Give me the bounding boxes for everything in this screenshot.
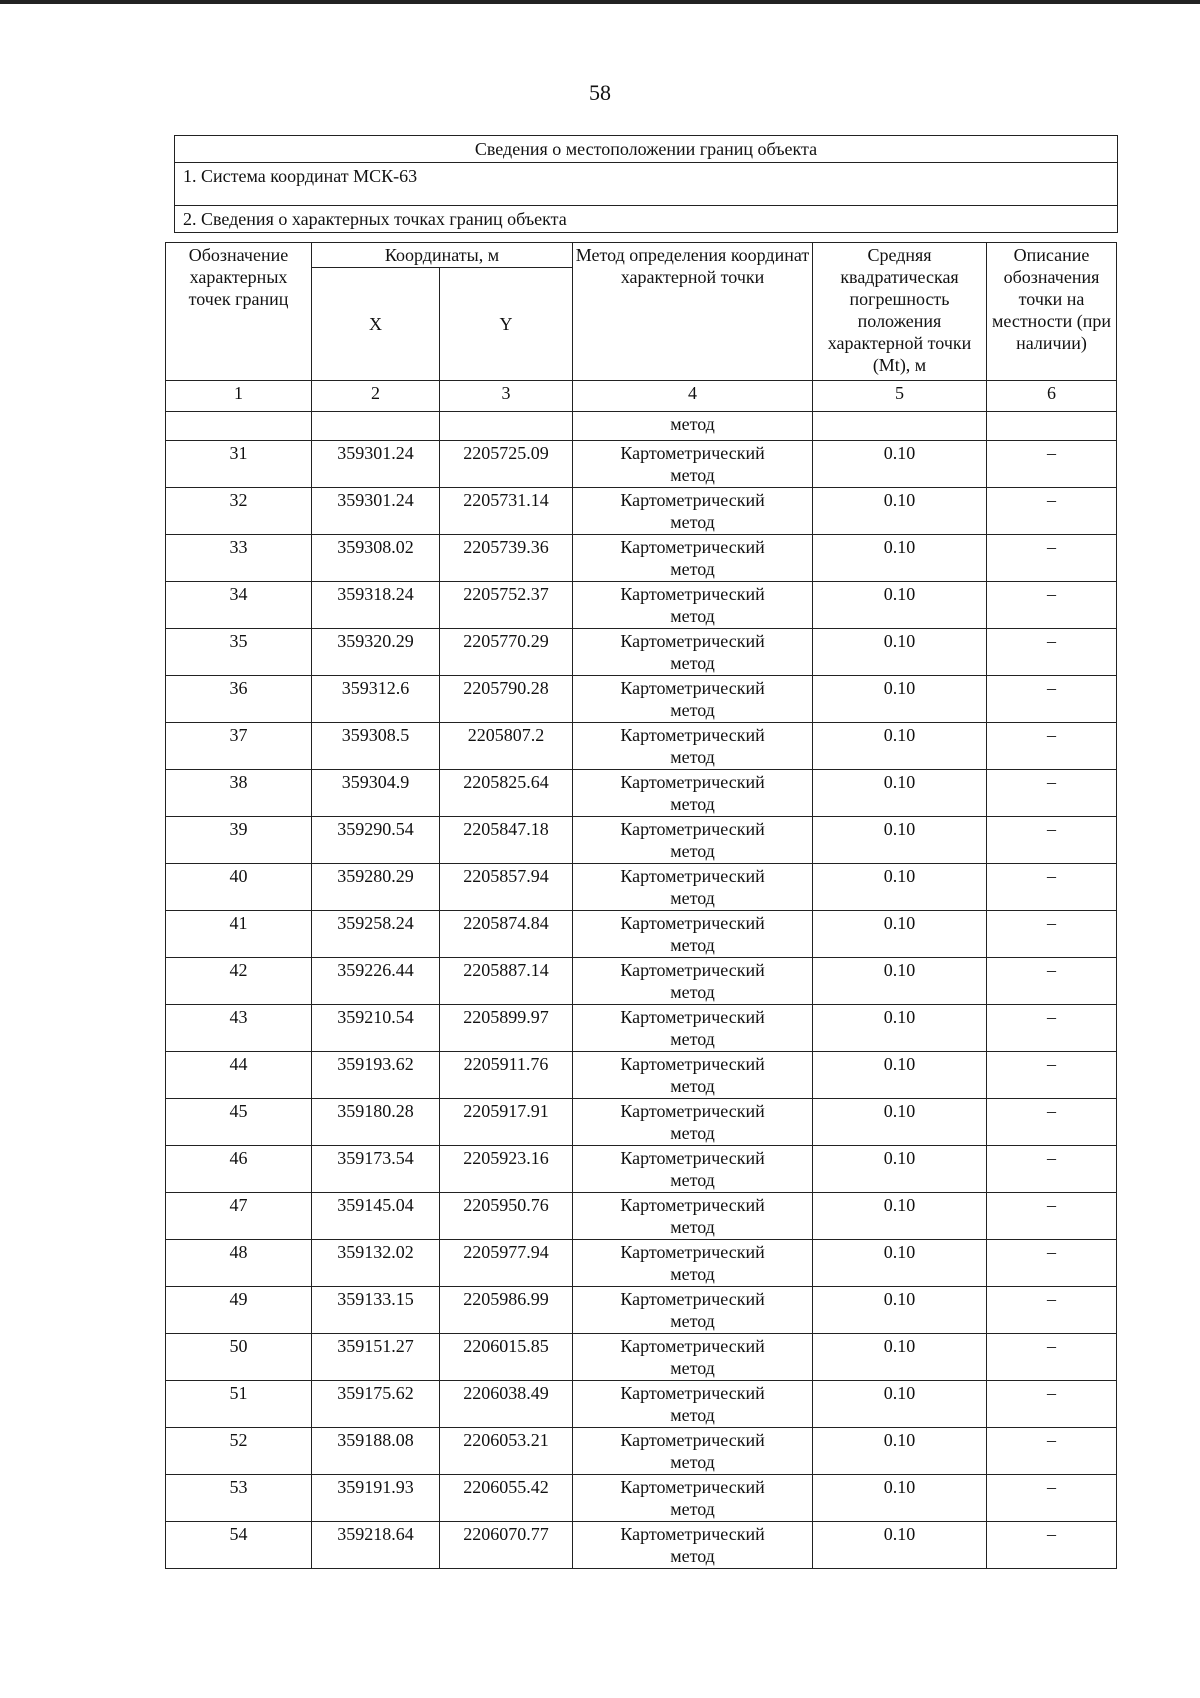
coord-y: 2205923.16 (440, 1146, 573, 1193)
method (573, 770, 813, 817)
method-line2: метод (670, 1264, 715, 1284)
error-value: 0.10 (813, 1381, 987, 1428)
method-line1: Картометрический (620, 1007, 765, 1027)
table-row (166, 911, 1117, 958)
coord-y: 2205911.76 (440, 1052, 573, 1099)
method (573, 864, 813, 911)
point-number: 38 (166, 770, 312, 817)
method (573, 1428, 813, 1475)
coord-y: 2206070.77 (440, 1522, 573, 1569)
coord-y: 2205752.37 (440, 582, 573, 629)
error-value: 0.10 (813, 817, 987, 864)
table-row (166, 1193, 1117, 1240)
coord-y: 2205977.94 (440, 1240, 573, 1287)
method-line2: метод (670, 1029, 715, 1049)
point-description: – (987, 1428, 1117, 1475)
error-value: 0.10 (813, 1475, 987, 1522)
table-row (166, 1146, 1117, 1193)
method-line1: Картометрический (620, 490, 765, 510)
method (573, 441, 813, 488)
error-value: 0.10 (813, 958, 987, 1005)
error-value: 0.10 (813, 1099, 987, 1146)
point-description: – (987, 582, 1117, 629)
method-line2: метод (670, 700, 715, 720)
page-number: 58 (589, 80, 611, 105)
point-number: 36 (166, 676, 312, 723)
coord-x: 359173.54 (312, 1146, 440, 1193)
coord-y: 2205874.84 (440, 911, 573, 958)
coord-x: 359188.08 (312, 1428, 440, 1475)
point-number: 41 (166, 911, 312, 958)
table-row (166, 817, 1117, 864)
error-value: 0.10 (813, 1240, 987, 1287)
table-row (166, 1240, 1117, 1287)
method (573, 958, 813, 1005)
coord-x: 359258.24 (312, 911, 440, 958)
method-line2: метод (670, 982, 715, 1002)
error-value: 0.10 (813, 1287, 987, 1334)
point-number: 31 (166, 441, 312, 488)
coord-x: 359280.29 (312, 864, 440, 911)
point-number: 51 (166, 1381, 312, 1428)
method-line1: Картометрический (620, 1195, 765, 1215)
header-x: X (312, 268, 440, 381)
method-line1: Картометрический (620, 1242, 765, 1262)
header-error: Средняя квадратическая погрешность положения характерной точки (Mt), м (813, 243, 987, 381)
method-line2: метод (670, 1170, 715, 1190)
coord-x: 359210.54 (312, 1005, 440, 1052)
error-value: 0.10 (813, 535, 987, 582)
section-frame (174, 135, 1118, 233)
coord-x: 359218.64 (312, 1522, 440, 1569)
method (573, 817, 813, 864)
method-line2: метод (670, 794, 715, 814)
section-title: Сведения о местоположении границ объекта (175, 136, 1117, 163)
point-description: – (987, 629, 1117, 676)
point-number: 33 (166, 535, 312, 582)
method (573, 1099, 813, 1146)
point-description: – (987, 1146, 1117, 1193)
point-number: 32 (166, 488, 312, 535)
error-value: 0.10 (813, 488, 987, 535)
method-line1: Картометрический (620, 1430, 765, 1450)
table-row (166, 488, 1117, 535)
point-number: 46 (166, 1146, 312, 1193)
column-number: 6 (987, 381, 1117, 412)
table-row (166, 1052, 1117, 1099)
method (573, 488, 813, 535)
point-description: – (987, 958, 1117, 1005)
method (573, 676, 813, 723)
method (573, 1240, 813, 1287)
method-line1: Картометрический (620, 866, 765, 886)
header-coords: Координаты, м (312, 243, 573, 268)
table-row (166, 1381, 1117, 1428)
method-line2: метод (670, 1499, 715, 1519)
error-value: 0.10 (813, 1146, 987, 1193)
table-row (166, 1428, 1117, 1475)
point-number: 50 (166, 1334, 312, 1381)
method-line1: Картометрический (620, 537, 765, 557)
point-description: – (987, 488, 1117, 535)
coord-x: 359304.9 (312, 770, 440, 817)
method-line2: метод (670, 1311, 715, 1331)
method-line2: метод (670, 747, 715, 767)
method-line2: метод (670, 1452, 715, 1472)
point-description: – (987, 1334, 1117, 1381)
table-row (166, 958, 1117, 1005)
coord-x: 359308.02 (312, 535, 440, 582)
table-row (166, 1522, 1117, 1569)
column-number: 1 (166, 381, 312, 412)
coord-y: 2205917.91 (440, 1099, 573, 1146)
point-description: – (987, 1287, 1117, 1334)
method (573, 1287, 813, 1334)
method (573, 911, 813, 958)
table-row (166, 582, 1117, 629)
header-description: Описание обозначения точки на местности (при наличии) (987, 243, 1117, 381)
method (573, 723, 813, 770)
point-description: – (987, 441, 1117, 488)
header-designation: Обозначение характерных точек границ (166, 243, 312, 381)
table-row (166, 1475, 1117, 1522)
error-value: 0.10 (813, 1522, 987, 1569)
coord-y: 2205847.18 (440, 817, 573, 864)
point-number: 52 (166, 1428, 312, 1475)
table-row (166, 723, 1117, 770)
point-number: 34 (166, 582, 312, 629)
point-number: 45 (166, 1099, 312, 1146)
header-method: Метод определения координат характерной точки (573, 243, 813, 381)
point-description: – (987, 1005, 1117, 1052)
column-number: 4 (573, 381, 813, 412)
header-y: Y (440, 268, 573, 381)
point-description: – (987, 817, 1117, 864)
column-number: 3 (440, 381, 573, 412)
point-description: – (987, 1475, 1117, 1522)
coord-x: 359132.02 (312, 1240, 440, 1287)
method-line2: метод (670, 512, 715, 532)
coord-y: 2205790.28 (440, 676, 573, 723)
table-row (166, 1287, 1117, 1334)
table-row (166, 535, 1117, 582)
coord-x: 359301.24 (312, 441, 440, 488)
method-line2: метод (670, 653, 715, 673)
point-number: 43 (166, 1005, 312, 1052)
method (573, 1052, 813, 1099)
error-value: 0.10 (813, 770, 987, 817)
point-description: – (987, 676, 1117, 723)
table-row (166, 629, 1117, 676)
method-line2: метод (670, 1076, 715, 1096)
coord-x: 359180.28 (312, 1099, 440, 1146)
method-line1: Картометрический (620, 913, 765, 933)
point-number: 47 (166, 1193, 312, 1240)
method-line1: Картометрический (620, 631, 765, 651)
method (573, 1522, 813, 1569)
point-description: – (987, 1099, 1117, 1146)
error-value: 0.10 (813, 582, 987, 629)
table-row (166, 441, 1117, 488)
coord-y: 2205739.36 (440, 535, 573, 582)
method-line1: Картометрический (620, 443, 765, 463)
point-description: – (987, 1240, 1117, 1287)
coord-y: 2205857.94 (440, 864, 573, 911)
coord-x: 359312.6 (312, 676, 440, 723)
method (573, 1193, 813, 1240)
table-row (166, 1005, 1117, 1052)
point-description: – (987, 1381, 1117, 1428)
method-line1: Картометрический (620, 1524, 765, 1544)
point-description: – (987, 770, 1117, 817)
coord-x: 359145.04 (312, 1193, 440, 1240)
coord-x: 359175.62 (312, 1381, 440, 1428)
method (573, 535, 813, 582)
method-line2: метод (670, 465, 715, 485)
column-numbers-row (166, 381, 1117, 412)
coord-x: 359308.5 (312, 723, 440, 770)
coord-y: 2205986.99 (440, 1287, 573, 1334)
column-number: 2 (312, 381, 440, 412)
point-description: – (987, 1193, 1117, 1240)
coord-y: 2205887.14 (440, 958, 573, 1005)
method-line2: метод (670, 1405, 715, 1425)
method-line1: Картометрический (620, 1477, 765, 1497)
column-number: 5 (813, 381, 987, 412)
point-number: 53 (166, 1475, 312, 1522)
point-description: – (987, 1052, 1117, 1099)
point-number: 40 (166, 864, 312, 911)
method-line2: метод (670, 888, 715, 908)
point-number: 39 (166, 817, 312, 864)
coord-y: 2205725.09 (440, 441, 573, 488)
coord-y: 2205807.2 (440, 723, 573, 770)
coord-x: 359151.27 (312, 1334, 440, 1381)
point-description: – (987, 535, 1117, 582)
point-number: 37 (166, 723, 312, 770)
method-line2: метод (670, 935, 715, 955)
point-number: 48 (166, 1240, 312, 1287)
point-number: 44 (166, 1052, 312, 1099)
points-table (165, 242, 1117, 1569)
error-value: 0.10 (813, 1052, 987, 1099)
error-value: 0.10 (813, 864, 987, 911)
method-line1: Картометрический (620, 1148, 765, 1168)
continuation-method: метод (573, 412, 813, 441)
table-row (166, 864, 1117, 911)
coord-y: 2206053.21 (440, 1428, 573, 1475)
error-value: 0.10 (813, 911, 987, 958)
coord-x: 359193.62 (312, 1052, 440, 1099)
method-line1: Картометрический (620, 1336, 765, 1356)
coord-y: 2205950.76 (440, 1193, 573, 1240)
coord-x: 359290.54 (312, 817, 440, 864)
coord-x: 359320.29 (312, 629, 440, 676)
point-description: – (987, 1522, 1117, 1569)
coord-x: 359318.24 (312, 582, 440, 629)
method-line1: Картометрический (620, 1101, 765, 1121)
method-line2: метод (670, 1123, 715, 1143)
error-value: 0.10 (813, 1005, 987, 1052)
coord-x: 359301.24 (312, 488, 440, 535)
top-border-line (0, 0, 1200, 4)
point-number: 49 (166, 1287, 312, 1334)
coord-y: 2206015.85 (440, 1334, 573, 1381)
method-line2: метод (670, 1217, 715, 1237)
method-line1: Картометрический (620, 819, 765, 839)
table-row (166, 1334, 1117, 1381)
error-value: 0.10 (813, 676, 987, 723)
method (573, 1381, 813, 1428)
method-line1: Картометрический (620, 1054, 765, 1074)
coord-y: 2206055.42 (440, 1475, 573, 1522)
method-line2: метод (670, 1358, 715, 1378)
coord-x: 359191.93 (312, 1475, 440, 1522)
table-row (166, 770, 1117, 817)
method-line2: метод (670, 559, 715, 579)
table-row (166, 1099, 1117, 1146)
error-value: 0.10 (813, 629, 987, 676)
method-line1: Картометрический (620, 1383, 765, 1403)
method-line1: Картометрический (620, 772, 765, 792)
coord-y: 2205770.29 (440, 629, 573, 676)
method (573, 1146, 813, 1193)
error-value: 0.10 (813, 441, 987, 488)
coord-x: 359133.15 (312, 1287, 440, 1334)
point-description: – (987, 911, 1117, 958)
point-number: 42 (166, 958, 312, 1005)
coord-y: 2205825.64 (440, 770, 573, 817)
error-value: 0.10 (813, 1334, 987, 1381)
method-line2: метод (670, 1546, 715, 1566)
method (573, 629, 813, 676)
coord-y: 2205731.14 (440, 488, 573, 535)
coord-y: 2205899.97 (440, 1005, 573, 1052)
method (573, 582, 813, 629)
method-line2: метод (670, 606, 715, 626)
coord-system: 1. Система координат МСК-63 (175, 163, 1117, 206)
method (573, 1334, 813, 1381)
error-value: 0.10 (813, 1428, 987, 1475)
method-line1: Картометрический (620, 725, 765, 745)
method (573, 1475, 813, 1522)
table-row (166, 676, 1117, 723)
coord-y: 2206038.49 (440, 1381, 573, 1428)
error-value: 0.10 (813, 1193, 987, 1240)
method-line1: Картометрический (620, 1289, 765, 1309)
continuation-row (166, 412, 1117, 441)
point-number: 54 (166, 1522, 312, 1569)
point-description: – (987, 723, 1117, 770)
method-line1: Картометрический (620, 678, 765, 698)
method-line1: Картометрический (620, 584, 765, 604)
points-heading: 2. Сведения о характерных точках границ объекта (183, 209, 567, 229)
coord-x: 359226.44 (312, 958, 440, 1005)
method (573, 1005, 813, 1052)
point-description: – (987, 864, 1117, 911)
error-value: 0.10 (813, 723, 987, 770)
method-line1: Картометрический (620, 960, 765, 980)
method-line2: метод (670, 841, 715, 861)
point-number: 35 (166, 629, 312, 676)
